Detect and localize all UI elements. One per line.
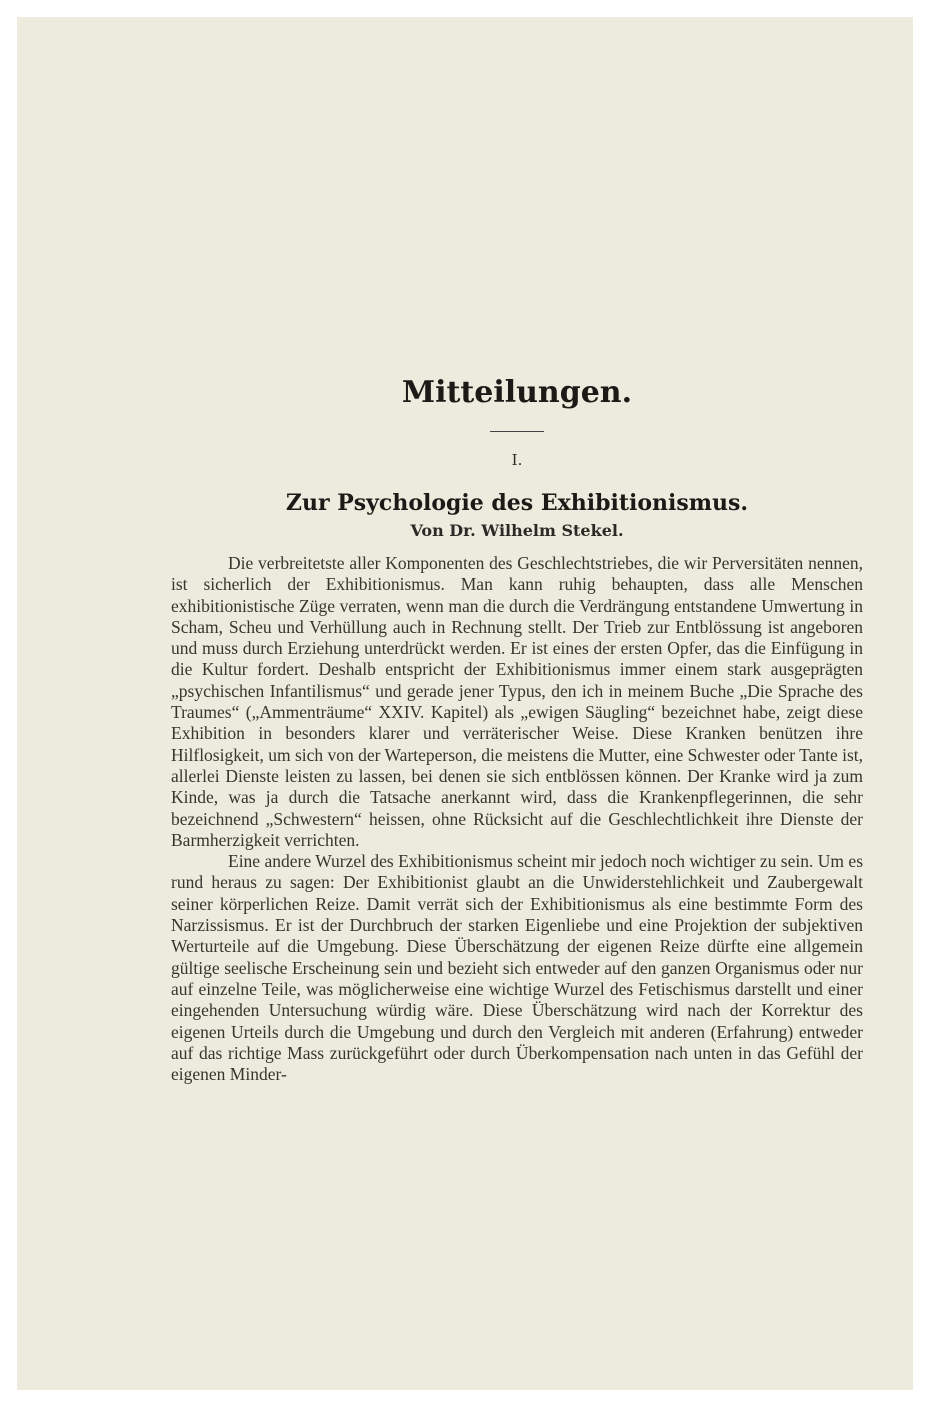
article-byline: Von Dr. Wilhelm Stekel. <box>410 521 624 540</box>
article-content <box>171 357 863 1085</box>
section-numeral: I. <box>511 451 523 469</box>
paragraph-2: Eine andere Wurzel des Exhibitionismus scheint mir jedoch noch wichtiger zu sein. Um es rund heraus zu sagen: Der Exhibitionist glaubt an die Unwiderstehlichkeit und Zaubergewalt seiner körperlichen Reize. Damit verrät sich der Exhibitionismus als eine bestimmte Form des Narzissismus. Er ist der Durchbruch der starken Eigenliebe und eine Projektion der subjektiven Werturteile auf die Umgebung. Diese Überschätzung der eigenen Reize dürfte eine allgemein gültige seelische Erscheinung sein und bezieht sich entweder auf den ganzen Organismus oder nur auf einzelne Teile, was möglicherweise eine wichtige Wurzel des Fetischismus darstellt und einer eingehenden Untersuchung würdig wäre. Diese Überschätzung wird nach der Korrektur des eigenen Urteils durch die Umgebung und durch den Vergleich mit anderen (Erfahrung) entweder auf das richtige Mass zurückgeführt oder durch Überkompensation nach unten in das Gefühl der eigenen Minder- <box>171 851 863 1085</box>
section-title: Mitteilungen. <box>401 375 633 410</box>
title-divider <box>490 431 544 432</box>
article-body <box>171 553 863 1085</box>
page <box>17 17 913 1390</box>
paragraph-1: Die verbreitetste aller Komponenten des Geschlechtstriebes, die wir Perversitäten nennen, ist sicherlich der Exhibitionismus. Man kann ruhig behaupten, dass alle Menschen exhibitionistische Züge verraten, wenn man die durch die Verdrängung entstandene Umwertung in Scham, Scheu und Verhüllung auch in Rechnung stellt. Der Trieb zur Entblössung ist angeboren und muss durch Erziehung unterdrückt werden. Er ist eines der ersten Opfer, das die Einfügung in die Kultur fordert. Deshalb entspricht der Exhibitionismus immer einem stark ausgeprägten „psychischen Infantilismus“ und gerade jener Typus, den ich in meinem Buche „Die Sprache des Traumes“ („Ammenträume“ XXIV. Kapitel) als „ewigen Säugling“ bezeichnet habe, zeigt diese Exhibition in besonders klarer und verräterischer Weise. Diese Kranken benützen ihre Hilflosigkeit, um sich von der Warteperson, die meistens die Mutter, eine Schwester oder Tante ist, allerlei Dienste leisten zu lassen, bei denen sie sich entblössen können. Der Kranke wird ja zum Kinde, was ja durch die Tatsache anerkannt wird, dass die Krankenpflegerinnen, die sehr bezeichnend „Schwestern“ heissen, ohne Rücksicht auf die Geschlechtlichkeit ihre Dienste der Barmherzigkeit verrichten. <box>171 553 863 850</box>
article-title: Zur Psychologie des Exhibitionismus. <box>285 490 749 516</box>
